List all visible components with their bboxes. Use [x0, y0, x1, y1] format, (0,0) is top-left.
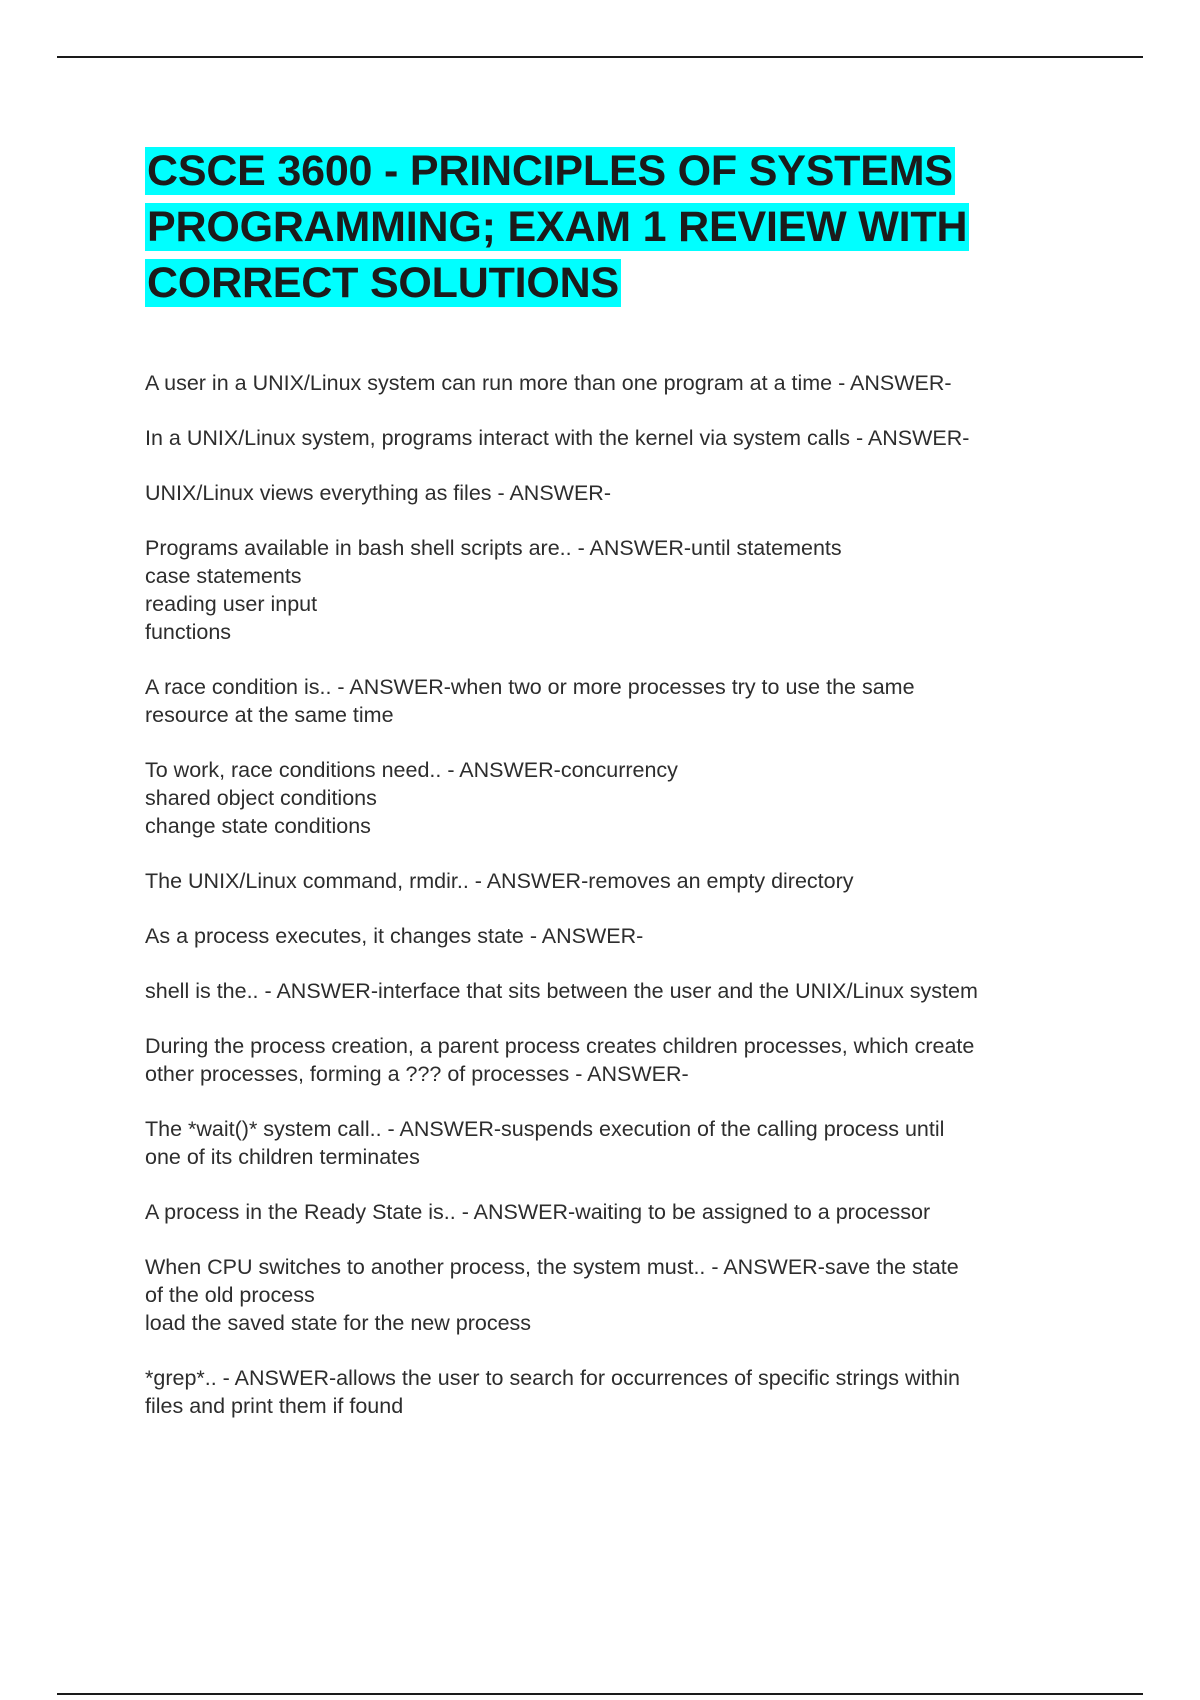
qa-line: shell is the.. - ANSWER-interface that sits between the user and the UNIX/Linux system	[145, 979, 978, 1003]
qa-line: UNIX/Linux views everything as files - ANSWER-	[145, 481, 611, 505]
top-rule	[57, 56, 1143, 58]
qa-line: The *wait()* system call.. - ANSWER-suspends execution of the calling process until	[145, 1117, 945, 1141]
title-line: CSCE 3600 - PRINCIPLES OF SYSTEMS	[147, 147, 953, 195]
qa-line: The UNIX/Linux command, rmdir.. - ANSWER-removes an empty directory	[145, 869, 854, 893]
qa-line: shared object conditions	[145, 786, 377, 810]
qa-line: During the process creation, a parent process creates children processes, which create	[145, 1034, 975, 1058]
qa-item	[145, 479, 1090, 507]
qa-line: case statements	[145, 564, 302, 588]
qa-item	[145, 1115, 1090, 1171]
qa-line: To work, race conditions need.. - ANSWER-concurrency	[145, 758, 678, 782]
qa-line: A process in the Ready State is.. - ANSWER-waiting to be assigned to a processor	[145, 1200, 931, 1224]
qa-line: change state conditions	[145, 814, 371, 838]
qa-line: As a process executes, it changes state - ANSWER-	[145, 924, 644, 948]
qa-line: In a UNIX/Linux system, programs interact with the kernel via system calls - ANSWER-	[145, 426, 970, 450]
document-title	[145, 143, 1090, 311]
qa-line: of the old process	[145, 1283, 315, 1307]
qa-line: When CPU switches to another process, the system must.. - ANSWER-save the state	[145, 1255, 959, 1279]
qa-line: reading user input	[145, 592, 318, 616]
document-body	[145, 143, 1090, 1447]
qa-line: *grep*.. - ANSWER-allows the user to search for occurrences of specific strings within	[145, 1366, 960, 1390]
qa-list	[145, 369, 1090, 1420]
qa-line: functions	[145, 620, 232, 644]
title-line: PROGRAMMING; EXAM 1 REVIEW WITH	[147, 203, 968, 251]
qa-line: resource at the same time	[145, 703, 394, 727]
qa-line: other processes, forming a ??? of processes - ANSWER-	[145, 1062, 689, 1086]
qa-item	[145, 369, 1090, 397]
qa-line: A user in a UNIX/Linux system can run more than one program at a time - ANSWER-	[145, 371, 952, 395]
qa-item	[145, 1253, 1090, 1337]
qa-item	[145, 534, 1090, 646]
qa-item	[145, 867, 1090, 895]
qa-item	[145, 922, 1090, 950]
qa-line: A race condition is.. - ANSWER-when two or more processes try to use the same	[145, 675, 915, 699]
qa-item	[145, 424, 1090, 452]
qa-line: Programs available in bash shell scripts are.. - ANSWER-until statements	[145, 536, 842, 560]
bottom-rule	[57, 1693, 1143, 1695]
qa-line: files and print them if found	[145, 1394, 404, 1418]
qa-item	[145, 673, 1090, 729]
qa-item	[145, 1364, 1090, 1420]
qa-item	[145, 1032, 1090, 1088]
qa-line: load the saved state for the new process	[145, 1311, 532, 1335]
qa-item	[145, 1198, 1090, 1226]
title-line: CORRECT SOLUTIONS	[147, 259, 619, 307]
qa-line: one of its children terminates	[145, 1145, 420, 1169]
qa-item	[145, 977, 1090, 1005]
qa-item	[145, 756, 1090, 840]
